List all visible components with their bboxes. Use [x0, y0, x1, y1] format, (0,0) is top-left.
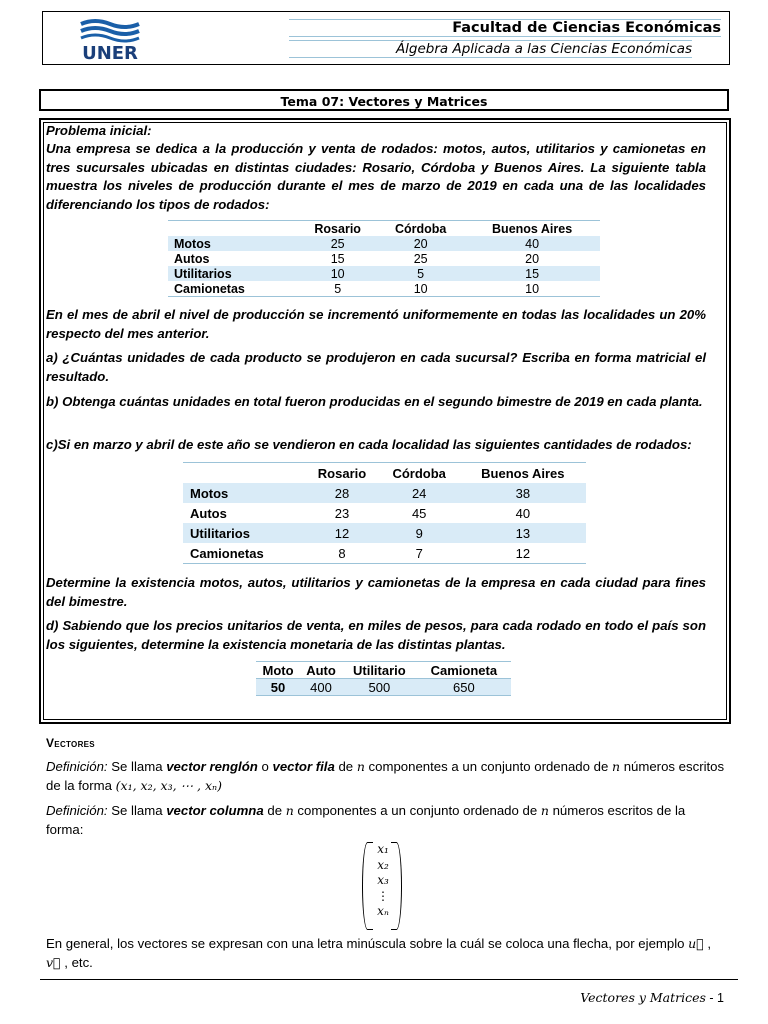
math-n: n: [540, 803, 549, 818]
table-header: Buenos Aires: [481, 465, 565, 481]
def-text: componentes a un conjunto ordenado de: [364, 759, 612, 774]
table-row: [183, 483, 586, 503]
general-text-a: En general, los vectores se expresan con una letra minúscula sobre la cuál se coloca una flecha, por ejemplo: [46, 936, 689, 951]
column-entries: [374, 842, 392, 920]
def-text: Se llama: [107, 803, 167, 818]
def-text: componentes a un conjunto ordenado de: [293, 803, 541, 818]
table-cell: 8: [338, 545, 346, 561]
page-footer: [580, 990, 724, 1005]
table-cell: 10: [298, 266, 377, 281]
general-sep: ,: [703, 936, 712, 951]
table-header: Buenos Aires: [492, 221, 573, 236]
footer-rule: [40, 979, 738, 980]
def-label: Definición:: [46, 759, 108, 774]
row-vector-formula: (x₁, x₂, x₃, ⋯ , xₙ): [115, 778, 222, 793]
def-text: números escritos de la forma: [46, 759, 725, 793]
april-text: En el mes de abril el nivel de producción se incrementó uniformemente en todas las localidades un 20% respecto del mes anterior.: [46, 307, 706, 341]
def-term: vector renglón: [166, 759, 258, 774]
table-row: [168, 281, 600, 297]
table-row: [168, 236, 600, 251]
row-label: Autos: [174, 251, 210, 266]
table-header: Camioneta: [430, 662, 498, 678]
table-header: Rosario: [317, 465, 367, 481]
vector-v: v⃗: [46, 955, 61, 970]
table-cell: 5: [334, 281, 342, 296]
table-header: Moto: [262, 662, 294, 678]
table-cell: 10: [413, 281, 428, 296]
table-cell: 10: [525, 281, 540, 296]
table-cell: 400: [300, 679, 342, 696]
vector-entry: xₙ: [377, 904, 389, 918]
table-cell: 23: [334, 505, 350, 521]
table-header: [183, 463, 305, 484]
vectores-heading: Vectores: [46, 736, 95, 750]
vector-entry: x₁: [377, 842, 389, 856]
row-label: Camionetas: [174, 281, 245, 296]
table-header: Córdoba: [394, 221, 447, 236]
question-b: b) Obtenga cuántas unidades en total fueron producidas en el segundo bimestre de 2019 en cada planta.: [46, 394, 703, 409]
left-paren: [362, 842, 373, 930]
table-cell: 650: [417, 679, 511, 696]
definition-row-vector: [46, 757, 726, 795]
table-cell: 7: [415, 545, 423, 561]
faculty-name: Facultad de Ciencias Económicas: [289, 19, 721, 37]
def-text: de: [263, 803, 286, 818]
table-cell: 24: [379, 483, 460, 503]
math-n: n: [356, 759, 365, 774]
table-cell: 25: [298, 236, 377, 251]
table-cell: 12: [305, 523, 378, 543]
def-text: Se llama: [107, 759, 167, 774]
def-term: vector columna: [166, 803, 264, 818]
logo-text: UNER: [82, 43, 138, 62]
general-text: [46, 934, 726, 972]
table-cell: 50: [256, 679, 300, 696]
table-cell: 12: [515, 545, 531, 561]
row-label: Utilitarios: [168, 266, 298, 281]
question-a: a) ¿Cuántas unidades de cada producto se produjeron en cada sucursal? Escriba en forma matricial el resultado.: [46, 350, 706, 384]
right-paren: [391, 842, 402, 930]
math-n: n: [285, 803, 294, 818]
table-cell: 28: [305, 483, 378, 503]
table-header: Córdoba: [392, 465, 446, 481]
production-table: [168, 220, 600, 297]
course-name: Álgebra Aplicada a las Ciencias Económicas: [289, 40, 692, 58]
table-header: Utilitario: [352, 662, 406, 678]
vector-u: u⃗: [688, 936, 704, 951]
question-d: d) Sabiendo que los precios unitarios de venta, en miles de pesos, para cada rodado en todo el país son los siguientes, determine la existencia monetaria de las distintas plantas.: [46, 618, 706, 652]
row-label: Motos: [183, 483, 305, 503]
def-text: números escritos de la forma:: [46, 803, 686, 837]
footer-title: Vectores y Matrices: [580, 990, 706, 1005]
table-cell: 40: [515, 505, 531, 521]
problem-intro: Una empresa se dedica a la producción y venta de rodados: motos, autos, utilitarios y camionetas en tres sucursales ubicadas en distintas ciudades: Rosario, Córdoba y Buenos Aires. La siguiente tabla muestra los niveles de producción durante el mes de marzo de 2019 en cada una de las localidades diferenciando los tipos de rodados:: [46, 141, 706, 212]
page-number: - 1: [705, 991, 724, 1005]
table-cell: 25: [413, 251, 428, 266]
column-vector: [362, 842, 402, 928]
row-label: Autos: [190, 505, 227, 521]
table-cell: 5: [377, 266, 464, 281]
math-n: n: [611, 759, 621, 774]
table-cell: 20: [525, 251, 540, 266]
table-row: [183, 503, 586, 523]
table-header: Auto: [306, 662, 336, 678]
table-row: [183, 523, 586, 543]
vector-entry: x₂: [377, 857, 389, 872]
table-cell: 45: [411, 505, 427, 521]
table-cell: 500: [342, 679, 417, 696]
row-label: Utilitarios: [183, 523, 305, 543]
sales-table: [183, 462, 586, 564]
vector-entry: ⋮: [377, 888, 389, 903]
def-text: de: [334, 759, 357, 774]
table-header: [168, 221, 298, 237]
table-cell: 13: [460, 523, 586, 543]
section-heading: [46, 733, 726, 753]
institution-block: [289, 19, 721, 58]
definition-column-vector: [46, 801, 726, 839]
table-cell: 38: [460, 483, 586, 503]
uner-logo: [77, 18, 143, 62]
vector-entry: x₃: [377, 873, 389, 887]
table-cell: 15: [464, 266, 600, 281]
table-row: [256, 679, 511, 696]
table-row: [168, 251, 600, 266]
def-term: vector fila: [272, 759, 335, 774]
determine-text: Determine la existencia motos, autos, utilitarios y camionetas de la empresa en cada ciudad para fines del bimestre.: [46, 575, 706, 609]
page-header: [42, 11, 730, 65]
def-label: Definición:: [46, 803, 108, 818]
table-cell: 15: [330, 251, 345, 266]
table-cell: 40: [464, 236, 600, 251]
prices-table: [256, 661, 511, 696]
row-label: Motos: [168, 236, 298, 251]
table-header: Rosario: [314, 221, 361, 236]
table-cell: 9: [379, 523, 460, 543]
table-row: [183, 543, 586, 564]
question-c: c)Si en marzo y abril de este año se vendieron en cada localidad las siguientes cantidades de rodados:: [46, 437, 692, 452]
def-text: o: [257, 759, 273, 774]
table-cell: 20: [377, 236, 464, 251]
table-row: [168, 266, 600, 281]
general-text-b: , etc.: [60, 955, 93, 970]
problem-title: Problema inicial:: [46, 123, 152, 138]
topic-title: Tema 07: Vectores y Matrices: [39, 89, 729, 111]
row-label: Camionetas: [190, 545, 264, 561]
